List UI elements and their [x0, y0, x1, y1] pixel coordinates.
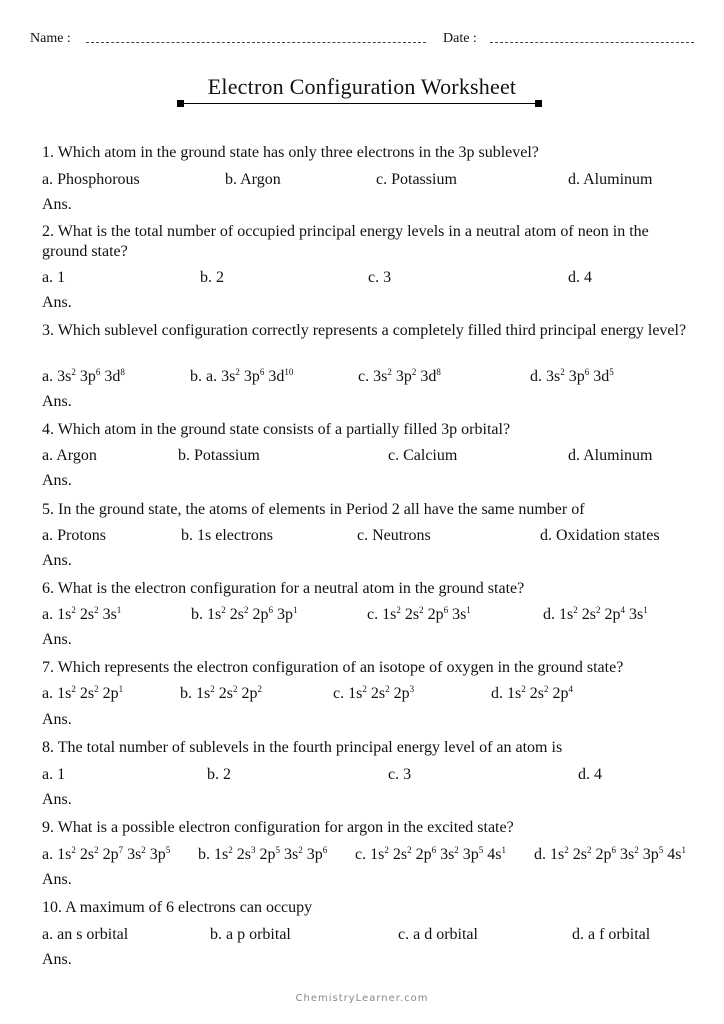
- question-3-text: 3. Which sublevel configuration correctly represents a completely filled third principal energy level?: [42, 322, 687, 339]
- question-6-option-c: c. $1s^2$ $2s^2$ $2p^6$ $3s^1$: [367, 605, 471, 623]
- footer-source: ChemistryLearner.com: [295, 993, 429, 1004]
- question-3-answer-label[interactable]: Ans.: [42, 393, 72, 410]
- question-9-answer-label[interactable]: Ans.: [42, 871, 72, 888]
- question-9-option-d: d. $1s^2$ $2s^2$ $2p^6$ $3s^2$ $3p^5$ $4s^1$: [534, 845, 686, 863]
- question-9-option-c: c. $1s^2$ $2s^2$ $2p^6$ $3s^2$ $3p^5$ $4s^1$: [355, 845, 507, 863]
- question-6-text: 6. What is the electron configuration for a neutral atom in the ground state?: [42, 580, 525, 597]
- question-6-option-b: b. $1s^2$ $2s^2$ $2p^6$ $3p^1$: [191, 605, 298, 623]
- question-8-option-a: a. 1: [42, 766, 66, 783]
- question-2-option-a: a. 1: [42, 269, 66, 286]
- question-10-option-c: c. a d orbital: [398, 926, 478, 943]
- title-rule-cap-left: [177, 100, 184, 107]
- question-1-option-b: b. Argon: [225, 171, 281, 188]
- question-10-text: 10. A maximum of 6 electrons can occupy: [42, 899, 313, 916]
- question-5-text: 5. In the ground state, the atoms of elements in Period 2 all have the same number of: [42, 501, 585, 518]
- question-3-option-d: d. $3s^2$ $3p^6$ $3d^5$: [530, 367, 614, 385]
- question-6-option-a: a. $1s^2$ $2s^2$ $3s^1$: [42, 605, 122, 623]
- question-8-option-c: c. 3: [388, 766, 412, 783]
- question-5-option-b: b. 1s electrons: [181, 527, 273, 544]
- question-4-option-d: d. Aluminum: [568, 447, 653, 464]
- question-7-option-a: a. $1s^2$ $2s^2$ $2p^1$: [42, 684, 124, 702]
- question-10-option-b: b. a p orbital: [210, 926, 291, 943]
- title-underline: [180, 103, 540, 104]
- question-9-text: 9. What is a possible electron configuration for argon in the excited state?: [42, 819, 514, 836]
- date-field-line[interactable]: [490, 42, 694, 43]
- question-9-option-b: b. $1s^2$ $2s^3$ $2p^5$ $3s^2$ $3p^6$: [198, 845, 328, 863]
- question-4-option-b: b. Potassium: [178, 447, 260, 464]
- question-8-text: 8. The total number of sublevels in the fourth principal energy level of an atom is: [42, 739, 563, 756]
- question-5-option-d: d. Oxidation states: [540, 527, 660, 544]
- question-2-answer-label[interactable]: Ans.: [42, 294, 72, 311]
- name-field-line[interactable]: [86, 42, 426, 43]
- question-6-option-d: d. $1s^2$ $2s^2$ $2p^4$ $3s^1$: [543, 605, 648, 623]
- question-8-option-d: d. 4: [578, 766, 602, 783]
- question-2-option-c: c. 3: [368, 269, 392, 286]
- question-3-option-b: b. a. $3s^2$ $3p^6$ $3d^{10}$: [190, 367, 294, 385]
- question-5-option-a: a. Protons: [42, 527, 106, 544]
- question-6-answer-label[interactable]: Ans.: [42, 631, 72, 648]
- question-10-answer-label[interactable]: Ans.: [42, 951, 72, 968]
- question-7-text: 7. Which represents the electron configuration of an isotope of oxygen in the ground state?: [42, 659, 624, 676]
- question-3-option-c: c. $3s^2$ $3p^2$ $3d^8$: [358, 367, 441, 385]
- question-2-text: 2. What is the total number of occupied principal energy levels in a neutral atom of neon in the ground state?: [42, 223, 649, 260]
- page-title: Electron Configuration Worksheet: [207, 74, 517, 99]
- question-8-option-b: b. 2: [207, 766, 231, 783]
- question-10-option-d: d. a f orbital: [572, 926, 651, 943]
- question-7-option-d: d. $1s^2$ $2s^2$ $2p^4$: [491, 684, 573, 702]
- question-5-answer-label[interactable]: Ans.: [42, 552, 72, 569]
- question-9-option-a: a. $1s^2$ $2s^2$ $2p^7$ $3s^2$ $3p^5$: [42, 845, 171, 863]
- question-2-option-d: d. 4: [568, 269, 592, 286]
- question-4-text: 4. Which atom in the ground state consists of a partially filled 3p orbital?: [42, 421, 511, 438]
- question-4-option-c: c. Calcium: [388, 447, 458, 464]
- date-label: Date :: [443, 31, 477, 46]
- question-8-answer-label[interactable]: Ans.: [42, 791, 72, 808]
- question-1-option-c: c. Potassium: [376, 171, 457, 188]
- question-4-answer-label[interactable]: Ans.: [42, 472, 72, 489]
- question-2-option-b: b. 2: [200, 269, 224, 286]
- question-7-answer-label[interactable]: Ans.: [42, 711, 72, 728]
- question-1-option-d: d. Aluminum: [568, 171, 653, 188]
- name-label: Name :: [30, 31, 71, 46]
- question-3-option-a: a. $3s^2$ $3p^6$ $3d^8$: [42, 367, 125, 385]
- question-1-text: 1. Which atom in the ground state has only three electrons in the 3p sublevel?: [42, 144, 539, 161]
- question-5-option-c: c. Neutrons: [357, 527, 431, 544]
- question-10-option-a: a. an s orbital: [42, 926, 129, 943]
- title-rule-cap-right: [535, 100, 542, 107]
- question-1-option-a: a. Phosphorous: [42, 171, 140, 188]
- question-4-option-a: a. Argon: [42, 447, 97, 464]
- question-1-answer-label[interactable]: Ans.: [42, 196, 72, 213]
- question-7-option-c: c. $1s^2$ $2s^2$ $2p^3$: [333, 684, 415, 702]
- question-7-option-b: b. $1s^2$ $2s^2$ $2p^2$: [180, 684, 262, 702]
